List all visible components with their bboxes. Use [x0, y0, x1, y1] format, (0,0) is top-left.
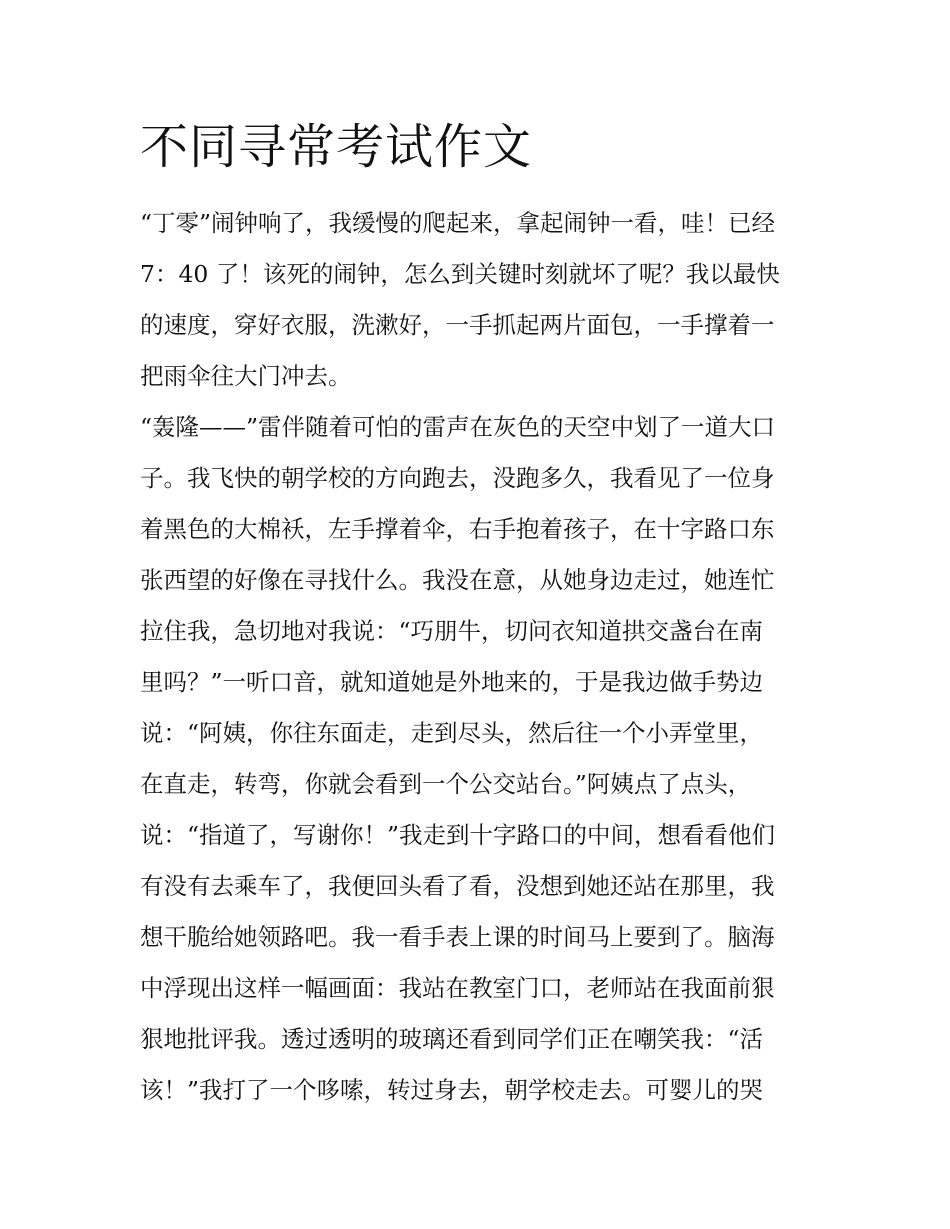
essay-line: 拉住我，急切地对我说：“巧朋牛，切问衣知道拱交盏台在南	[140, 617, 764, 645]
essay-line: 说：“阿姨，你往东面走，走到尽头，然后往一个小弄堂里，	[140, 719, 764, 747]
document-title: 不同寻常考试作文	[140, 119, 533, 175]
essay-line: 中浮现出这样一幅画面：我站在教室门口，老师站在我面前狠	[140, 974, 775, 1002]
essay-line: 里吗？”一听口音，就知道她是外地来的，于是我边做手势边	[140, 668, 764, 696]
essay-line: 的速度，穿好衣服，洗漱好，一手抓起两片面包，一手撑着一	[140, 311, 775, 339]
essay-line: 该！”我打了一个哆嗦，转过身去，朝学校走去。可婴儿的哭	[140, 1076, 764, 1104]
essay-body	[140, 198, 820, 1116]
essay-line: 着黑色的大棉袄，左手撑着伞，右手抱着孩子，在十字路口东	[140, 515, 775, 543]
essay-line: 说：“指道了，写谢你！”我走到十字路口的中间，想看看他们	[140, 821, 776, 849]
essay-line: 想干脆给她领路吧。我一看手表上课的时间马上要到了。脑海	[140, 923, 775, 951]
essay-line: 有没有去乘车了，我便回头看了看，没想到她还站在那里，我	[140, 872, 775, 900]
essay-line: 在直走，转弯，你就会看到一个公交站台。”阿姨点了点头，	[140, 770, 752, 798]
essay-line: “轰隆——”雷伴随着可怕的雷声在灰色的天空中划了一道大口	[140, 413, 776, 441]
essay-line: 狠地批评我。透过透明的玻璃还看到同学们正在嘲笑我：“活	[140, 1025, 764, 1053]
essay-line: 张西望的好像在寻找什么。我没在意，从她身边走过，她连忙	[140, 566, 775, 594]
essay-line: “丁零”闹钟响了，我缓慢的爬起来，拿起闹钟一看，哇！已经	[140, 209, 776, 237]
essay-line: 7：40 了！该死的闹钟，怎么到关键时刻就坏了呢？我以最快	[140, 260, 780, 288]
essay-line: 子。我飞快的朝学校的方向跑去，没跑多久，我看见了一位身	[140, 464, 775, 492]
essay-line: 把雨伞往大门冲去。	[140, 362, 352, 390]
